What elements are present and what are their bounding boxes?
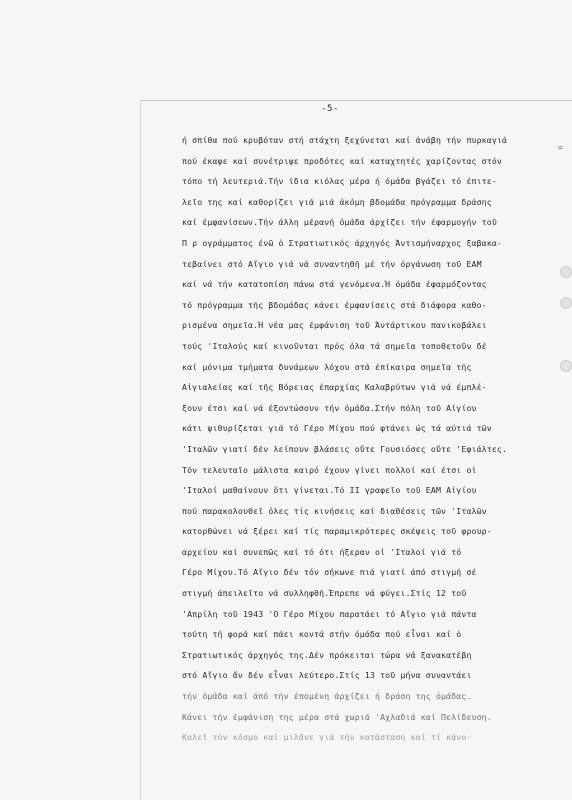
text-line: στιγμή άπειλεῖτο νά συλληφθῆ.Έπρεπε νά φύγει.Στίς 12 τοῦ: [182, 588, 467, 599]
text-line: 'Απρίλη τοῦ 1943 'Ο Γέρο Μίχου παρατάει τό Αἴγιο γιά πάντα: [182, 608, 477, 619]
text-line: πού παρακολουθεῖ όλες τίς κινήσεις καί διαθέσεις τῶν 'Ιταλῶν: [182, 505, 487, 516]
text-line: Γέρο Μίχου.Τό Αἴγιο δέν τόν σήκωνε πιά γιατί άπό στιγμή σέ: [182, 567, 477, 578]
text-line: 'Ιταλοί μαθαίνουν ὅτι γίνεται.Τό ΙΙ γραφεῖο τοῦ ΕΑΜ Αἰγίου: [182, 485, 477, 496]
text-line: αρχείου καί συνεπῶς καί τό ότι ήξεραν οἱ 'Ιταλοί γιά τό: [182, 546, 462, 557]
text-line: κατορθώνει νά ξέρει καί τίς παραμικρότερες σκέψεις τοῦ φρουρ-: [182, 526, 492, 537]
text-line: Αἰγιαλείας καί τῆς Βόρειας έπαρχίας Καλαβρύτων γιά νά έμπλέ-: [182, 382, 487, 393]
text-line: ή σπίθα πού κρυβόταν στή στάχτη ξεχύνεται καί ἀνάβη τήν πυρκαγιά: [182, 135, 508, 145]
text-line: στό Αἴγιο ἄν δέν εἶναι λεύτερο.Στίς 13 τοῦ μήνα συναντάει: [182, 670, 472, 681]
margin-mark: =: [558, 143, 563, 152]
text-line: τούς 'Ιταλούς καί κινοῦνται πρός όλα τά σημεῖα τοποθετοῦν δέ: [182, 340, 487, 351]
text-line: καί μόνιμα τμήματα δυνάμεων λόχου στά έπίκαιρα σημεῖα τῆς: [182, 361, 472, 372]
text-line: ρισμένα σημεῖα.Ή νέα μας έμφάνιση τοῦ Άντάρτικου πανικοβάλει: [182, 320, 487, 331]
text-line: καί έμφανίσεων.Τήν άλλη μέρανή όμάδα άρχίζει τήν έφαρμογήν τοῦ: [182, 217, 497, 228]
text-line: ξουν έτσι καί νά έξοντώσουν τήν όμάδα.Στήν πόλη τοῦ Αἰγίου: [182, 402, 477, 413]
text-line: τούτη τή φορά καί πάει κοντά στήν όμάδα πού εἶναι καί ὁ: [182, 629, 462, 640]
text-line: καί νά τήν κατατοπίση πάνω στά γενόμενα.Ή όμάδα έφαρμόζοντας: [182, 279, 487, 290]
text-line: Στρατιωτικός άρχηγός της.Δέν πρόκειται τώρα νά ξανακατέβη: [182, 649, 472, 660]
text-line: λεῖο της καί καθορίζει γιά μιά άκόμη βδομάδα πρόγραμμα δράσης: [182, 196, 492, 207]
typewritten-body: [182, 130, 562, 748]
text-line: τήν όμάδα καί άπό τήν έπομένη άρχίζει ή δράση της όμάδας.: [182, 691, 472, 702]
text-line: κάτι ψιθυρίζεται γιά τό Γέρο Μίχου πού φτάνει ώς τά αύτιά τῶν: [182, 423, 492, 434]
text-line: Π ρ ογράμματος ένῶ ὁ Στρατιωτικός άρχηγός Άντισμήναρχος ξαβακα-: [182, 237, 502, 248]
text-line: Κάνει τήν έμφάνιση της μέρα στά χωριά 'Αχλαδιά καί Πελίδευση.: [182, 711, 492, 722]
text-line: πού έκαψε καί συνέτριψε προδότες καί καταχτητές χαρίζοντας στόν: [182, 155, 502, 166]
text-line: τεβαίνει στό Αἴγιο γιά νά συναντηθῆ μέ τήν όργάνωση τοῦ ΕΑΜ: [182, 258, 482, 269]
page-fold-vertical: [140, 100, 141, 800]
text-line: 'Ιταλῶν γιατί δέν λείπουν βλάσεις οὔτε Γουσιόσες οὔτε 'Εφιάλτες.: [182, 443, 508, 454]
text-line: Τόν τελευταῖο μάλιστα καιρό έχουν γίνει πολλοί καί έτσι οἱ: [182, 464, 477, 475]
text-line: τόπο τή λευτεριά.Τήν ίδια κιόλας μέρα ή όμάδα βγάζει τό έπιτε-: [182, 176, 497, 187]
text-line: Καλεῖ τόν κόσμο καί μιλᾶνε γιά τήν κατάσταση καί τί κάνο-: [182, 732, 472, 743]
page-number: -5-: [321, 104, 339, 114]
page-fold-horizontal: [140, 100, 572, 101]
text-line: τό πρόγραμμα τῆς βδομάδας κάνει έμφανίσεις στά διάφορα καθο-: [182, 299, 487, 310]
